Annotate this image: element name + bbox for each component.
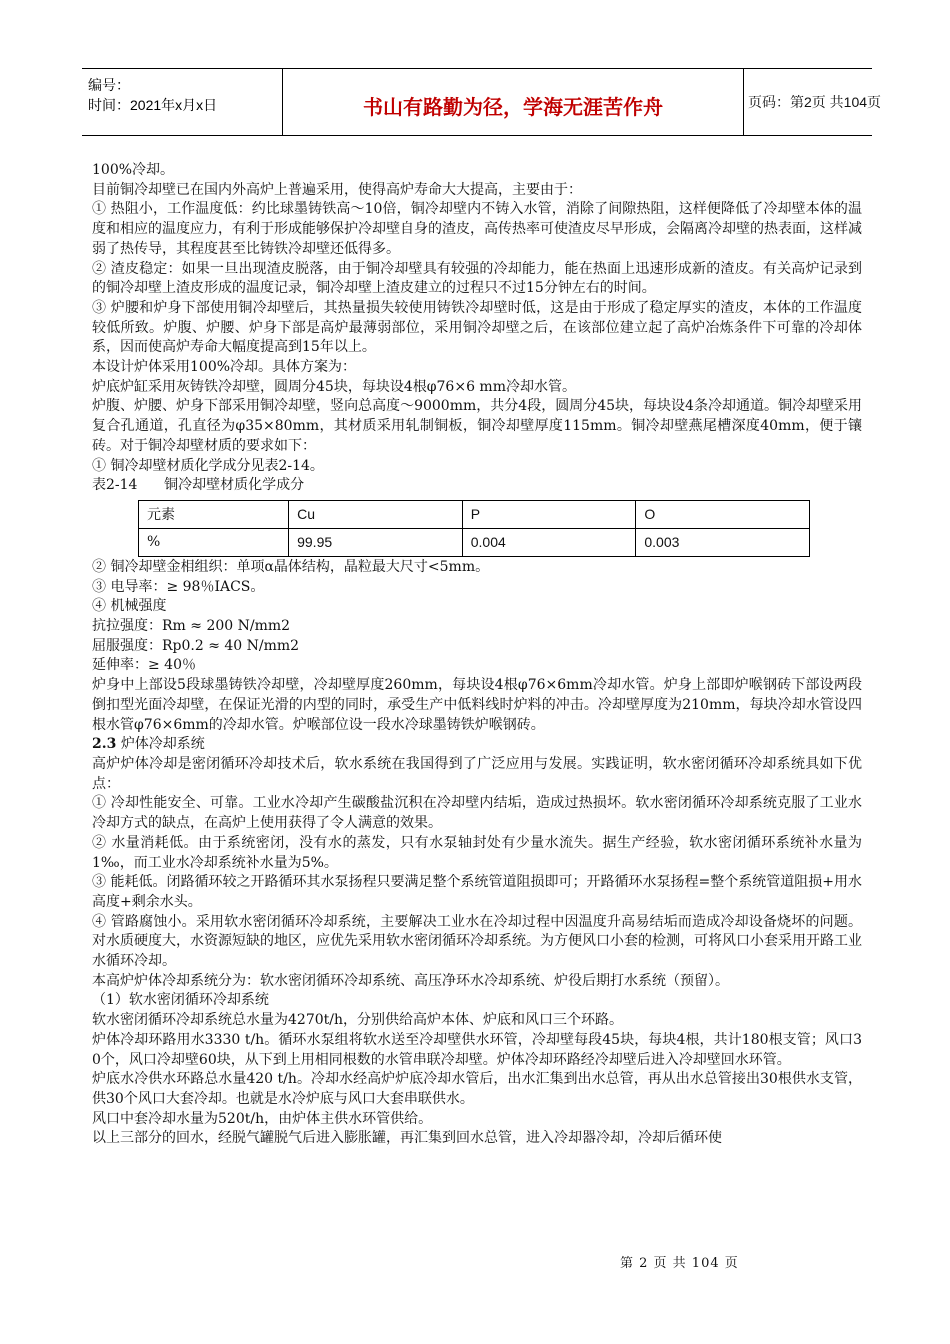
table-cell: 0.003 bbox=[636, 528, 810, 556]
paragraph: 以上三部分的回水，经脱气罐脱气后进入膨胀罐，再汇集到回水总管，进入冷却器冷却，冷却后循环使 bbox=[92, 1130, 722, 1147]
paragraph: ② 渣皮稳定：如果一旦出现渣皮脱落，由于铜冷却壁具有较强的冷却能力，能在热面上迅速形成新的渣皮。有关高炉记录到的铜冷却壁上渣皮形成的温度记录，铜冷却壁上渣皮建立的过程只不过15分钟左右的时间。 bbox=[92, 260, 862, 297]
paragraph: 本设计炉体采用100%冷却。具体方案为： bbox=[92, 359, 357, 376]
table-caption bbox=[92, 476, 862, 496]
paragraph: 100%冷却。 bbox=[92, 162, 175, 178]
section-title: 炉体冷却系统 bbox=[120, 736, 205, 753]
document-time-label: 时间：2021年x月x日 bbox=[88, 97, 218, 113]
paragraph: ③ 炉腰和炉身下部使用铜冷却壁后，其热量损失较使用铸铁冷却壁时低，这是由于形成了稳定厚实的渣皮，本体的工作温度较低所致。炉腹、炉腰、炉身下部是高炉最薄弱部位，采用铜冷却壁之后，在该部位建立起了高炉冶炼条件下可靠的冷却体系，因而使高炉寿命大幅度提高到15年以上。 bbox=[92, 299, 862, 356]
paragraph: 本高炉炉体冷却系统分为：软水密闭循环冷却系统、高压净环水冷却系统、炉役后期打水系统（预留）。 bbox=[92, 972, 729, 989]
table-cell: 元素 bbox=[139, 500, 289, 528]
paragraph: ③ 电导率：≥ 98％IACS。 bbox=[92, 578, 265, 595]
paragraph: ② 水量消耗低。由于系统密闭，没有水的蒸发，只有水泵轴封处有少量水流失。据生产经验，软水密闭循环系统补水量为1‰，而工业水冷却系统补水量为5%。 bbox=[92, 834, 862, 871]
table-cell: % bbox=[139, 528, 289, 556]
table-caption-title: 铜冷却壁材质化学成分 bbox=[164, 477, 305, 494]
paragraph: ④ 机械强度 bbox=[92, 598, 167, 615]
paragraph: ① 冷却性能安全、可靠。工业水冷却产生碳酸盐沉积在冷却壁内结垢，造成过热损坏。软水密闭循环冷却系统克服了工业水冷却方式的缺点，在高炉上使用获得了令人满意的效果。 bbox=[92, 795, 862, 832]
header-page-code: 页码：第2页 共104页 bbox=[748, 94, 882, 110]
paragraph: 炉体冷却环路用水3330 t/h。循环水泵组将软水送至冷却壁供水环管，冷却壁每段45块，每块4根，共计180根支管；风口30个，风口冷却壁60块，从下到上用相同根数的水管串联冷却壁。炉体冷却环路经冷却壁后进入冷却壁回水环管。 bbox=[92, 1031, 862, 1068]
header-right-cell bbox=[742, 69, 882, 135]
page-header bbox=[82, 68, 882, 136]
paragraph: 抗拉强度：Rm ≈ 200 N/mm2 bbox=[92, 618, 291, 635]
paragraph: 软水密闭循环冷却系统总水量为4270t/h，分别供给高炉本体、炉底和风口三个环路。 bbox=[92, 1012, 623, 1029]
section-number: 2.3 bbox=[92, 736, 117, 753]
paragraph: ④ 管路腐蚀小。采用软水密闭循环冷却系统，主要解决工业水在冷却过程中因温度升高易结垢而造成冷却设备烧坏的问题。对水质硬度大，水资源短缺的地区，应优先采用软水密闭循环冷却系统。为方便风口小套的检测，可将风口小套采用开路工业水循环冷却。 bbox=[92, 913, 862, 970]
table-row bbox=[139, 528, 810, 556]
table-caption-number: 表2-14 bbox=[92, 477, 138, 494]
table-header-row bbox=[139, 500, 810, 528]
header-motto: 书山有路勤为径，学海无涯苦作舟 bbox=[363, 95, 663, 119]
header-left-cell bbox=[82, 69, 282, 135]
header-motto-cell bbox=[282, 69, 744, 135]
paragraph: 高炉炉体冷却是密闭循环冷却技术后，软水系统在我国得到了广泛应用与发展。实践证明，软水密闭循环冷却系统具如下优点： bbox=[92, 755, 862, 792]
paragraph: 炉身中上部设5段球墨铸铁冷却壁，冷却壁厚度260mm，每块设4根φ76×6mm冷却水管。炉身上部即炉喉钢砖下部设两段倒扣型光面冷却壁，在保证光滑的内型的同时，承受生产中低料线时炉料的冲击。冷却壁厚度为210mm，每块冷却水管设四根水管φ76×6mm的冷却水管。炉喉部位设一段水冷球墨铸铁炉喉钢砖。 bbox=[92, 677, 862, 733]
page-footer: 第 2 页 共 104 页 bbox=[620, 1256, 739, 1271]
paragraph: ① 铜冷却壁材质化学成分见表2-14。 bbox=[92, 457, 324, 474]
document-body bbox=[92, 161, 862, 1149]
table-cell: 0.004 bbox=[462, 528, 636, 556]
paragraph: 炉底水冷供水环路总水量420 t/h。冷却水经高炉炉底冷却水管后，出水汇集到出水总管，再从出水总管接出30根供水支管，供30个风口大套冷却。也就是水冷炉底与风口大套串联供水。 bbox=[92, 1071, 862, 1107]
paragraph: （1）软水密闭循环冷却系统 bbox=[92, 992, 269, 1009]
section-heading bbox=[92, 735, 862, 755]
paragraph: ① 热阻小，工作温度低：约比球墨铸铁高～10倍，铜冷却壁内不铸入水管，消除了间隙热阻，这样便降低了冷却壁本体的温度和相应的温度应力，有利于形成能够保护冷却壁自身的渣皮，高传热率可使渣皮尽早形成，会隔离冷却壁的热表面，这样减弱了热传导，其程度甚至比铸铁冷却壁还低得多。 bbox=[92, 201, 862, 257]
composition-table bbox=[138, 500, 810, 557]
table-cell: P bbox=[462, 500, 636, 528]
table-cell: Cu bbox=[289, 500, 463, 528]
paragraph: 目前铜冷却壁已在国内外高炉上普遍采用，使得高炉寿命大大提高，主要由于： bbox=[92, 181, 582, 198]
paragraph: 炉底炉缸采用灰铸铁冷却壁，圆周分45块，每块设4根φ76×6 mm冷却水管。 bbox=[92, 378, 576, 395]
paragraph: 风口中套冷却水量为520t/h，由炉体主供水环管供给。 bbox=[92, 1110, 433, 1127]
paragraph: ② 铜冷却壁金相组织：单项α晶体结构，晶粒最大尺寸<5mm。 bbox=[92, 558, 490, 575]
paragraph: ③ 能耗低。闭路循环较之开路循环其水泵扬程只要满足整个系统管道阻损即可；开路循环水泵扬程=整个系统管道阻损+用水高度+剩余水头。 bbox=[92, 874, 862, 910]
paragraph: 屈服强度：Rp0.2 ≈ 40 N/mm2 bbox=[92, 637, 300, 654]
paragraph: 延伸率：≥ 40％ bbox=[92, 657, 196, 674]
table-cell: O bbox=[636, 500, 810, 528]
paragraph: 炉腹、炉腰、炉身下部采用铜冷却壁，竖向总高度～9000mm，共分4段，圆周分45块，每块设4条冷却通道。铜冷却壁采用复合孔通道，孔直径为φ35×80mm，其材质采用轧制铜板，铜冷却壁厚度115mm。铜冷却壁燕尾槽深度40mm，便于镶砖。对于铜冷却壁材质的要求如下： bbox=[92, 398, 862, 454]
document-number-label: 编号： bbox=[88, 77, 130, 93]
table-cell: 99.95 bbox=[289, 528, 463, 556]
